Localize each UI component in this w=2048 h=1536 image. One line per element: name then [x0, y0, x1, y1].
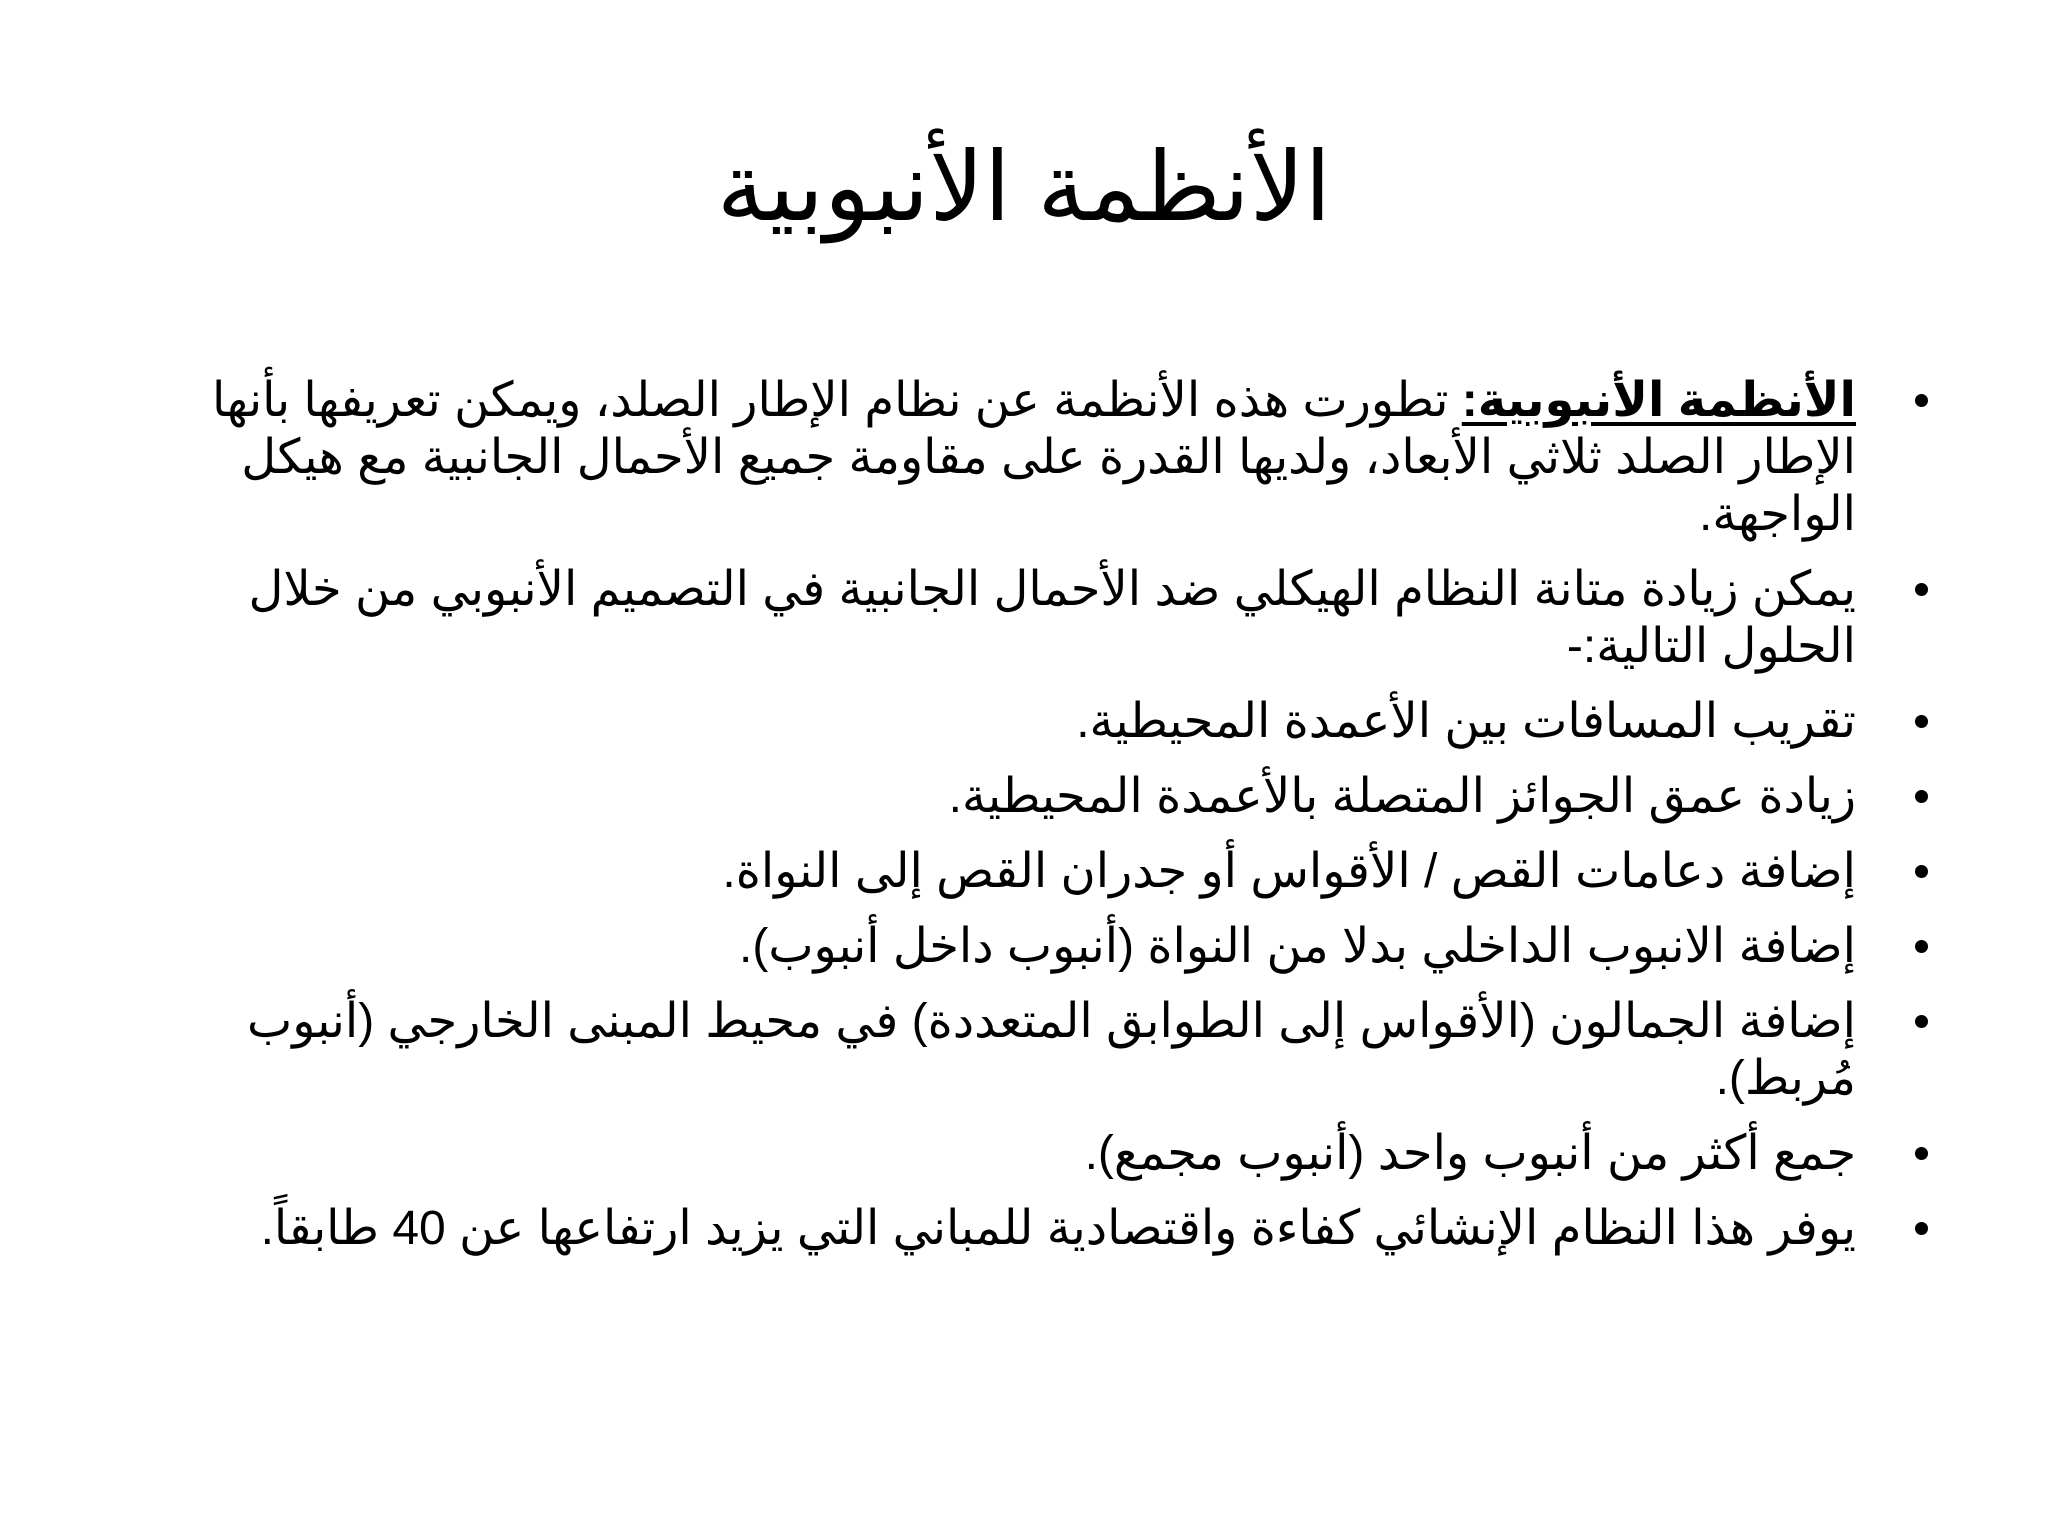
bullet-text: يمكن زيادة متانة النظام الهيكلي ضد الأحمال الجانبية في التصميم الأنبوبي من خلال الحلول التالية:- [248, 563, 1856, 673]
slide-title: الأنظمة الأنبوبية [716, 134, 1332, 241]
bullet-dot-icon [1915, 394, 1928, 407]
bullet-dot-icon [1915, 1015, 1928, 1028]
bullet-text: إضافة دعامات القص / الأقواس أو جدران القص إلى النواة. [722, 845, 1856, 898]
bullet-text: تقريب المسافات بين الأعمدة المحيطية. [1076, 695, 1856, 748]
bullet-text: يوفر هذا النظام الإنشائي كفاءة واقتصادية للمباني التي يزيد ارتفاعها عن 40 طابقاً. [260, 1202, 1856, 1255]
bullet-text: إضافة الجمالون (الأقواس إلى الطوابق المتعددة) في محيط المبنى الخارجي (أنبوب مُربط). [247, 995, 1856, 1105]
bullet-dot-icon [1915, 715, 1928, 728]
bullet-dot-icon [1915, 865, 1928, 878]
bullet-dot-icon [1915, 583, 1928, 596]
bullet-dot-icon [1915, 1222, 1928, 1235]
bullet-text: إضافة الانبوب الداخلي بدلا من النواة (أنبوب داخل أنبوب). [739, 920, 1856, 973]
bullet-item [143, 843, 1928, 900]
bullet-item [143, 693, 1928, 750]
bullet-item [143, 768, 1928, 825]
bullet-item [143, 1125, 1928, 1182]
definition-term: الأنظمة الأنبوبية: [1461, 374, 1856, 427]
bullet-item [143, 993, 1928, 1107]
bullet-text: جمع أكثر من أنبوب واحد (أنبوب مجمع). [1084, 1127, 1856, 1180]
bullet-item [143, 561, 1928, 675]
bullet-dot-icon [1915, 1147, 1928, 1160]
bullet-dot-icon [1915, 790, 1928, 803]
bullet-item-definition [143, 372, 1928, 543]
bullet-item [143, 918, 1928, 975]
definition-text: تطورت هذه الأنظمة عن نظام الإطار الصلد، ويمكن تعريفها بأنها الإطار الصلد ثلاثي الأبعاد، ولديها القدرة على مقاومة جميع الأحمال الجانبية مع هيكل الواجهة. [211, 374, 1856, 541]
bullet-text: زيادة عمق الجوائز المتصلة بالأعمدة المحيطية. [948, 770, 1856, 823]
bullet-item [143, 1200, 1928, 1257]
bullet-list [143, 372, 1928, 1275]
bullet-dot-icon [1915, 940, 1928, 953]
